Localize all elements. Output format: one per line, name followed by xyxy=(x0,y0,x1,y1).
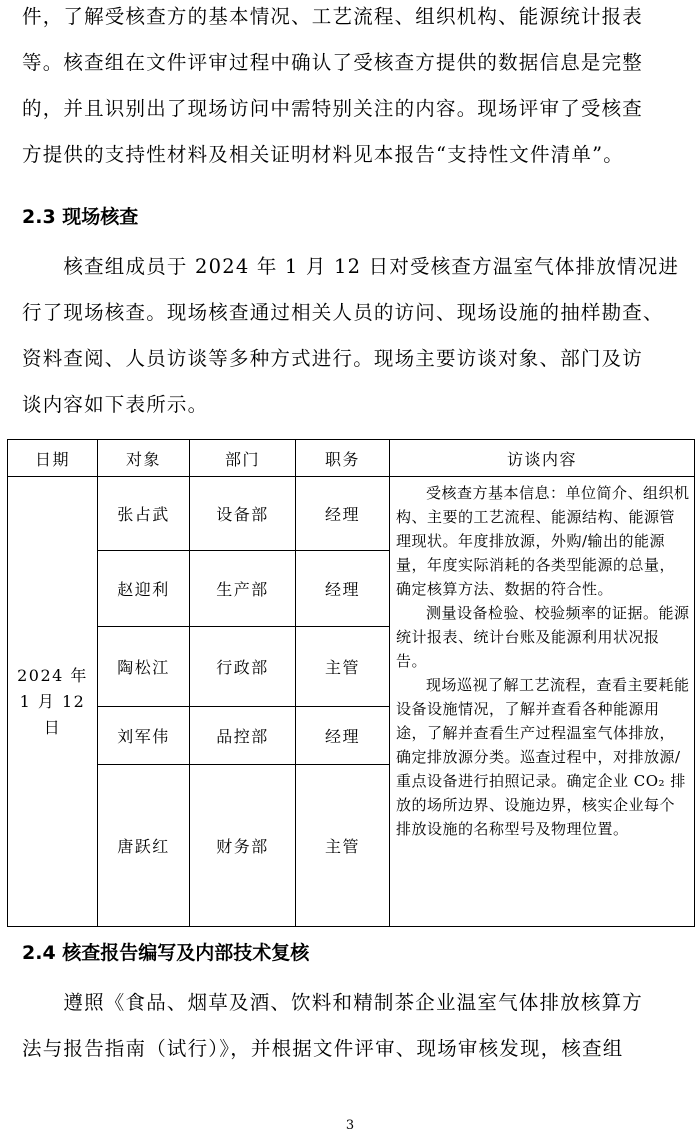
interview-content-cell xyxy=(390,477,695,927)
column-header: 部门 xyxy=(190,440,296,477)
content-paragraph: 测量设备检验、校验频率的证据。能源统计报表、统计台账及能源利用状况报告。 xyxy=(396,604,690,670)
dept-cell: 品控部 xyxy=(190,707,296,765)
dept-cell: 设备部 xyxy=(190,477,296,551)
page-number: 3 xyxy=(345,1118,355,1133)
name-cell: 陶松江 xyxy=(98,627,190,707)
interview-table xyxy=(7,439,695,927)
paragraph-line: 资料查阅、人员访谈等多种方式进行。现场主要访谈对象、部门及访 xyxy=(22,347,644,370)
name-cell: 唐跃红 xyxy=(98,765,190,927)
paragraph-line: 谈内容如下表所示。 xyxy=(22,393,209,416)
name-cell: 张占武 xyxy=(98,477,190,551)
dept-cell: 财务部 xyxy=(190,765,296,927)
intro-line: 等。核查组在文件评审过程中确认了受核查方提供的数据信息是完整 xyxy=(22,51,644,74)
name-cell: 赵迎利 xyxy=(98,551,190,627)
table-row xyxy=(8,477,695,551)
name-cell: 刘军伟 xyxy=(98,707,190,765)
title-cell: 主管 xyxy=(296,765,390,927)
column-header: 日期 xyxy=(8,440,98,477)
paragraph-line: 行了现场核查。现场核查通过相关人员的访问、现场设施的抽样勘查、 xyxy=(22,301,664,324)
section-heading-2-4: 2.4 核查报告编写及内部技术复核 xyxy=(22,942,310,964)
dept-cell: 生产部 xyxy=(190,551,296,627)
content-paragraph: 现场巡视了解工艺流程，查看主要耗能设备设施情况，了解并查看各种能源用途，了解并查看生产过程温室气体排放，确定排放源分类。巡查过程中，对排放源/重点设备进行拍照记录。确定企业 CO₂ 排放的场所边界、设施边界，核实企业每个排放设施的名称型号及物理位置。 xyxy=(396,676,690,838)
date-cell: 2024 年 1 月 12 日 xyxy=(8,477,98,927)
paragraph-line: 遵照《食品、烟草及酒、饮料和精制茶企业温室气体排放核算方 xyxy=(22,991,644,1014)
intro-line: 件，了解受核查方的基本情况、工艺流程、组织机构、能源统计报表 xyxy=(22,5,644,28)
title-cell: 主管 xyxy=(296,627,390,707)
dept-cell: 行政部 xyxy=(190,627,296,707)
title-cell: 经理 xyxy=(296,551,390,627)
table-header-row xyxy=(8,440,695,477)
column-header: 对象 xyxy=(98,440,190,477)
paragraph-line: 法与报告指南（试行）》，并根据文件评审、现场审核发现，核查组 xyxy=(22,1037,624,1060)
column-header: 访谈内容 xyxy=(390,440,695,477)
column-header: 职务 xyxy=(296,440,390,477)
paragraph-line: 核查组成员于 2024 年 1 月 12 日对受核查方温室气体排放情况进 xyxy=(22,255,680,278)
title-cell: 经理 xyxy=(296,477,390,551)
section-heading-2-3: 2.3 现场核查 xyxy=(22,206,139,228)
title-cell: 经理 xyxy=(296,707,390,765)
content-paragraph: 受核查方基本信息：单位简介、组织机构、主要的工艺流程、能源结构、能源管理现状。年度排放源，外购/输出的能源量，年度实际消耗的各类型能源的总量，确定核算方法、数据的符合性。 xyxy=(396,484,690,598)
intro-line: 方提供的支持性材料及相关证明材料见本报告“支持性文件清单”。 xyxy=(22,143,624,166)
intro-line: 的，并且识别出了现场访问中需特别关注的内容。现场评审了受核查 xyxy=(22,97,644,120)
